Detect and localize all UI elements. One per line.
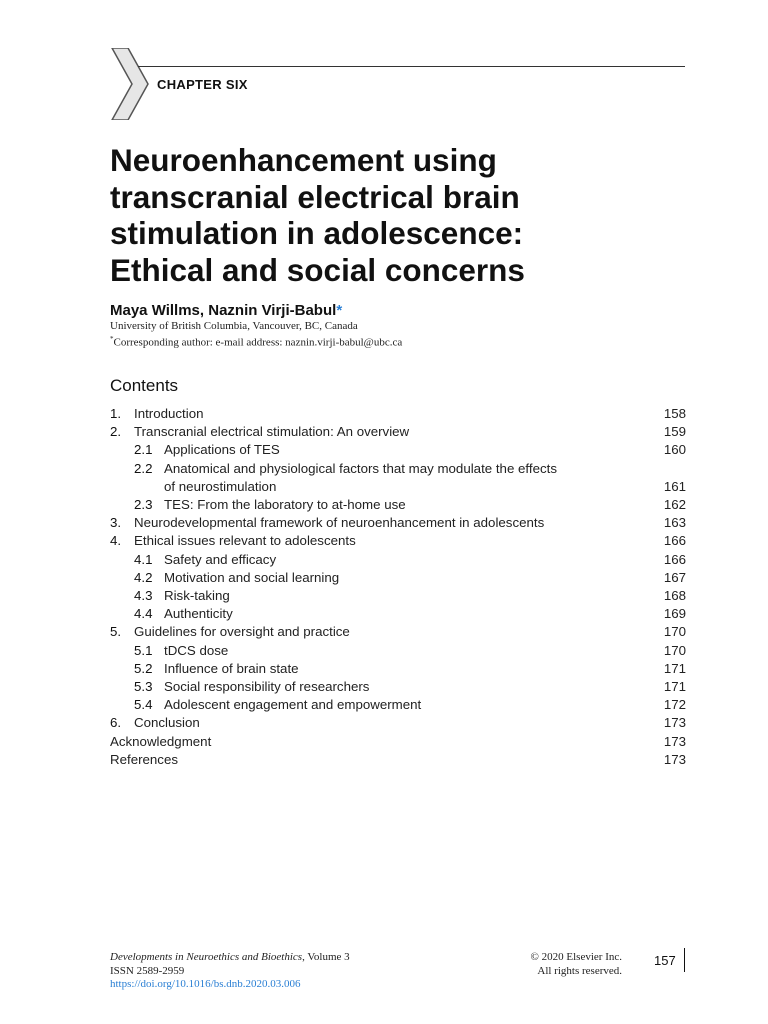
toc-entry-title: Adolescent engagement and empowerment xyxy=(164,697,422,713)
affiliation-institution: University of British Columbia, Vancouver, BC, Canada xyxy=(110,320,358,332)
toc-entry-number: 5.4 xyxy=(134,697,153,713)
author-names: Maya Willms, Naznin Virji-Babul xyxy=(110,302,337,319)
toc-entry-title: Safety and efficacy xyxy=(164,551,277,567)
toc-entry-number: 4.2 xyxy=(134,569,153,585)
page-number: 157 xyxy=(654,953,676,968)
toc-entry-title: References xyxy=(110,751,178,767)
toc-entry[interactable] xyxy=(110,551,686,569)
toc-entry-page: 168 xyxy=(663,588,686,604)
toc-entry[interactable] xyxy=(110,733,686,751)
toc-entry[interactable] xyxy=(110,532,686,550)
title-line: Ethical and social concerns xyxy=(110,251,525,288)
toc-entry-number: 3. xyxy=(110,515,122,531)
volume-text: , Volume 3 xyxy=(302,951,350,963)
footer-publication-info xyxy=(110,951,350,992)
toc-entry-title: tDCS dose xyxy=(164,642,229,658)
author-list xyxy=(110,302,342,319)
toc-entry-title: Conclusion xyxy=(134,715,200,731)
toc-entry-title: Acknowledgment xyxy=(110,733,212,749)
toc-entry-number: 4.3 xyxy=(134,588,153,604)
toc-entry-page: 159 xyxy=(663,424,686,440)
toc-entry[interactable] xyxy=(110,660,686,678)
toc-entry-number: 1. xyxy=(110,406,122,421)
title-line: stimulation in adolescence: xyxy=(110,215,524,251)
toc-entry[interactable] xyxy=(110,605,686,623)
toc-entry-page: 173 xyxy=(663,715,686,731)
journal-name: Developments in Neuroethics and Bioethics xyxy=(110,951,303,963)
toc-entry[interactable] xyxy=(110,623,686,641)
toc-entry-title: Risk-taking xyxy=(164,588,230,604)
toc-entry-title: TES: From the laboratory to at-home use xyxy=(164,497,406,513)
toc-entry-number: 2.2 xyxy=(134,460,153,476)
title-line: transcranial electrical brain xyxy=(110,178,520,215)
toc-entry-page: 161 xyxy=(663,478,686,494)
title-line: Neuroenhancement using xyxy=(110,142,497,178)
toc-entry-title: Introduction xyxy=(134,406,204,421)
toc-entry-title: Anatomical and physiological factors that may modulate the effects xyxy=(164,460,557,476)
footer-copyright xyxy=(490,951,622,978)
chapter-chevron-icon xyxy=(110,48,150,120)
toc-entry-page: 166 xyxy=(663,551,686,567)
toc-entry-number: 4.1 xyxy=(134,551,153,567)
issn-text: ISSN 2589-2959 xyxy=(110,964,185,977)
toc-entry-number: 6. xyxy=(110,715,122,731)
toc-entry-page: 163 xyxy=(663,515,686,531)
affiliation-block xyxy=(110,320,402,350)
toc-entry-title: of neurostimulation xyxy=(164,478,277,494)
toc-entry-page: 167 xyxy=(663,569,686,585)
toc-entry[interactable] xyxy=(110,642,686,660)
toc-entry[interactable] xyxy=(110,441,686,459)
toc-entry-number: 5.1 xyxy=(134,642,153,658)
doi-link[interactable]: https://doi.org/10.1016/bs.dnb.2020.03.006 xyxy=(110,978,301,990)
toc-entry[interactable] xyxy=(110,423,686,441)
toc-entry-title: Guidelines for oversight and practice xyxy=(134,624,350,640)
toc-entry-page: 162 xyxy=(663,497,686,513)
toc-entry-title: Applications of TES xyxy=(164,442,280,458)
toc-entry-page: 173 xyxy=(663,733,686,749)
corresponding-asterisk[interactable]: * xyxy=(336,302,343,319)
toc-entry-number: 4.4 xyxy=(134,606,153,622)
chapter-rule xyxy=(138,66,685,67)
toc-entry[interactable] xyxy=(110,460,686,478)
toc-entry-page: 171 xyxy=(663,679,686,695)
chapter-label: CHAPTER SIX xyxy=(157,77,248,92)
corresponding-author-note: *Corresponding author: e-mail address: naznin.virji-babul@ubc.ca xyxy=(110,335,403,349)
toc-entry[interactable] xyxy=(110,569,686,587)
toc-entry-page: 169 xyxy=(663,606,686,622)
toc-entry[interactable] xyxy=(110,587,686,605)
toc-entry-number: 2. xyxy=(110,424,122,440)
contents-heading: Contents xyxy=(110,376,179,395)
table-of-contents xyxy=(110,405,686,769)
toc-entry-page: 173 xyxy=(663,751,686,767)
toc-entry-number: 4. xyxy=(110,533,122,549)
chapter-title xyxy=(110,142,670,288)
journal-volume xyxy=(110,951,350,965)
rights-text: All rights reserved. xyxy=(537,964,622,977)
toc-entry-title: Ethical issues relevant to adolescents xyxy=(134,533,356,549)
toc-entry-title: Neurodevelopmental framework of neuroenhancement in adolescents xyxy=(134,515,545,531)
toc-entry[interactable] xyxy=(110,405,686,423)
toc-entry-page: 170 xyxy=(663,624,686,640)
toc-entry[interactable] xyxy=(110,496,686,514)
toc-entry[interactable] xyxy=(110,751,686,769)
toc-entry-page: 166 xyxy=(663,533,686,549)
toc-entry[interactable] xyxy=(110,478,686,496)
toc-entry-number: 5.2 xyxy=(134,660,153,676)
toc-entry-page: 172 xyxy=(663,697,686,713)
copyright-text: © 2020 Elsevier Inc. xyxy=(530,951,622,963)
toc-entry-page: 158 xyxy=(663,406,686,421)
toc-entry-title: Motivation and social learning xyxy=(164,569,340,585)
toc-entry[interactable] xyxy=(110,514,686,532)
page-number-rule xyxy=(684,948,685,972)
toc-entry-number: 2.1 xyxy=(134,442,153,458)
toc-entry[interactable] xyxy=(110,678,686,696)
toc-entry[interactable] xyxy=(110,696,686,714)
toc-entry-title: Social responsibility of researchers xyxy=(164,679,370,695)
toc-entry[interactable] xyxy=(110,714,686,732)
toc-entry-number: 5.3 xyxy=(134,679,153,695)
toc-entry-number: 5. xyxy=(110,624,122,640)
toc-entry-page: 160 xyxy=(663,442,686,458)
toc-entry-number: 2.3 xyxy=(134,497,153,513)
toc-entry-page: 171 xyxy=(663,660,686,676)
toc-entry-page: 170 xyxy=(663,642,686,658)
toc-entry-title: Influence of brain state xyxy=(164,660,299,676)
toc-entry-title: Transcranial electrical stimulation: An overview xyxy=(134,424,410,440)
toc-entry-title: Authenticity xyxy=(164,606,233,622)
